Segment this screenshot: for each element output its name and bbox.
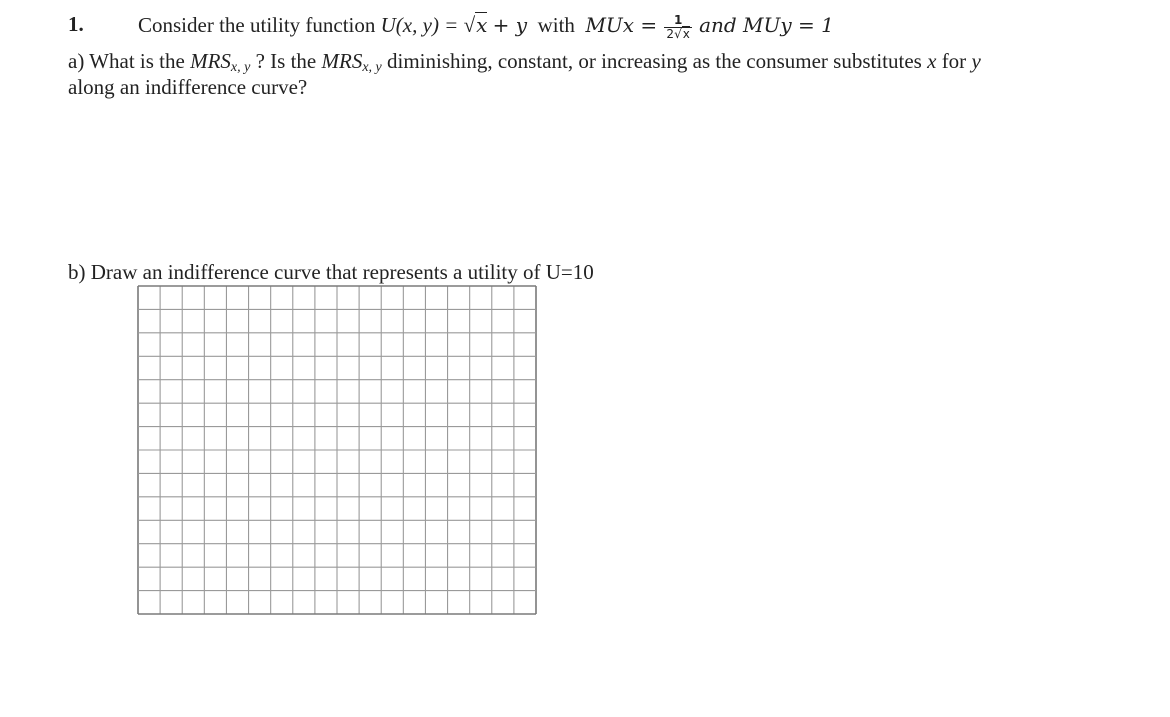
graph-paper-grid[interactable] — [137, 285, 537, 615]
question-number: 1. — [68, 12, 84, 36]
part-a-text-4: for — [936, 49, 972, 73]
part-a-text-2: ? Is the — [250, 49, 322, 73]
sqrt-x: x — [476, 13, 488, 37]
utility-lhs: U(x, y) = — [380, 13, 459, 37]
var-y: y — [971, 49, 981, 73]
question-statement — [138, 12, 834, 41]
mrs-subscript-1: x, y — [230, 60, 251, 75]
mrs-symbol-2: MRS — [321, 49, 363, 73]
mrs-subscript-2: x, y — [362, 60, 382, 75]
var-x: x — [927, 49, 937, 73]
mux-numerator: 1 — [664, 14, 691, 28]
intro-text: Consider the utility function — [138, 13, 376, 37]
mux-fraction — [664, 14, 691, 41]
mrs-symbol-1: MRS — [190, 49, 231, 73]
mux-denominator: 2√x — [666, 26, 690, 41]
mux-lhs: MUx = — [585, 13, 658, 37]
mux-den-sqrt: x — [682, 26, 690, 41]
part-a-text-1: a) What is the — [68, 49, 191, 73]
sqrt-symbol: √ — [463, 13, 476, 37]
muy-text: and MUy = 1 — [699, 13, 834, 37]
with-word: with — [537, 13, 575, 37]
part-b-prompt: b) Draw an indifference curve that represents a utility of U=10 — [68, 260, 594, 284]
part-a-line-2: along an indifference curve? — [68, 75, 308, 99]
mux-den-prefix: 2 — [666, 26, 675, 41]
part-a-text-3: diminishing, constant, or increasing as the consumer substitutes — [381, 49, 928, 73]
utility-rhs: + y — [492, 13, 528, 37]
